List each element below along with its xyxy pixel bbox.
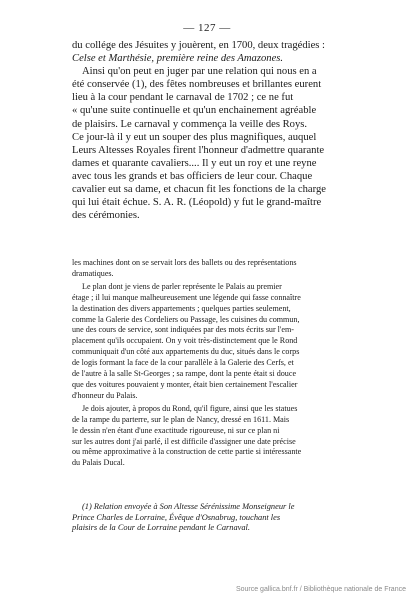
- text-line: été conservée (1), des fêtes nombreuses et brillantes eurent: [72, 79, 322, 91]
- text-line: dames et quarante cavaliers.... Il y eut un roy et une reyne: [72, 157, 317, 169]
- text-line: de plaisirs. Le carnaval y commença la veille des Roys.: [72, 118, 308, 130]
- footnote-line: plaisirs de la Cour de Lorraine pendant le Carnaval.: [72, 523, 250, 533]
- text-line: Leurs Altesses Royales firent l'honneur d'admettre quarante: [72, 144, 325, 156]
- note-line: dramatiques.: [72, 268, 114, 278]
- note-line: que des voitures pouvaient y monter, était bien certainement l'escalier: [72, 379, 298, 389]
- footnote-line: Prince Charles de Lorraine, Évêque d'Osnabrug, touchant les: [72, 512, 281, 522]
- footnote: [72, 502, 351, 534]
- text-line: « qu'une suite continuelle et qu'un enchainement agréable: [72, 105, 317, 117]
- note-line: une des cours de service, sont indiquées par des mots écrits sur l'em-: [72, 325, 294, 335]
- play-titles-line: Celse et Marthésie, première reine des Amazones.: [72, 53, 284, 65]
- note-line: ou même approximative à la construction de cette partie si intéressante: [72, 447, 302, 457]
- note-line: de logis formant la face de la cour parallèle à la Galerie des Cerfs, et: [72, 358, 294, 368]
- note-line: de la rampe du parterre, sur le plan de Nancy, dressé en 1611. Mais: [72, 414, 290, 424]
- note-line: Je dois ajouter, à propos du Rond, qu'il figure, ainsi que les statues: [82, 403, 298, 413]
- text-line: Ainsi qu'on peut en juger par une relation qui nous en a: [82, 66, 317, 78]
- note-line: de l'autre à la salle St-Georges ; sa rampe, dont la pente était si douce: [72, 369, 297, 379]
- footnote-line: (1) Relation envoyée à Son Altesse Sérénissime Monseigneur le: [82, 502, 295, 511]
- note-line: du Palais Ducal.: [72, 458, 125, 468]
- text-line: qui lui était échue. S. A. R. (Léopold) y fut le grand-maître: [72, 197, 322, 209]
- note-line: le dessin n'en étant d'une exactitude rigoureuse, ni sur ce plan ni: [72, 425, 280, 435]
- note-line: sur les autres dont j'ai parlé, il est difficile d'assigner une date précise: [72, 436, 296, 446]
- note-line: les machines dont on se servait lors des ballets ou des représentations: [72, 258, 297, 267]
- main-text: [72, 39, 351, 222]
- notes-block: [72, 258, 351, 469]
- text-line: avec tous les grands et bas officiers de leur cour. Chaque: [72, 170, 313, 182]
- page-number: — 127 —: [183, 22, 231, 34]
- note-line: d'honneur du Palais.: [72, 390, 138, 400]
- source-credit: Source gallica.bnf.fr / Bibliothèque nationale de France: [235, 586, 406, 593]
- note-line: la destination des divers appartements ; quelques parties seulement,: [72, 303, 291, 313]
- text-line: des cérémonies.: [72, 210, 140, 222]
- text-line: Ce jour-là il y eut un souper des plus magnifiques, auquel: [72, 131, 317, 143]
- note-line: comme la Galerie des Cordeliers ou Passage, les cuisines du commun,: [72, 314, 300, 324]
- note-line: Le plan dont je viens de parler représente le Palais au premier: [82, 281, 282, 291]
- text-line: du collége des Jésuites y jouèrent, en 1700, deux tragédies :: [72, 40, 326, 51]
- note-line: étage ; il lui manque malheureusement une légende qui fasse connaître: [72, 292, 301, 302]
- text-line: lieu à la cour pendant le carnaval de 1702 ; ce ne fut: [72, 92, 294, 104]
- text-line: cavalier eut sa dame, et chacun fit les fonctions de la charge: [72, 184, 326, 196]
- note-line: placement qu'ils occupaient. On y voit très-distinctement que le Rond: [72, 336, 298, 346]
- note-line: communiquait d'un côté aux appartements du duc, situés dans le corps: [72, 347, 300, 357]
